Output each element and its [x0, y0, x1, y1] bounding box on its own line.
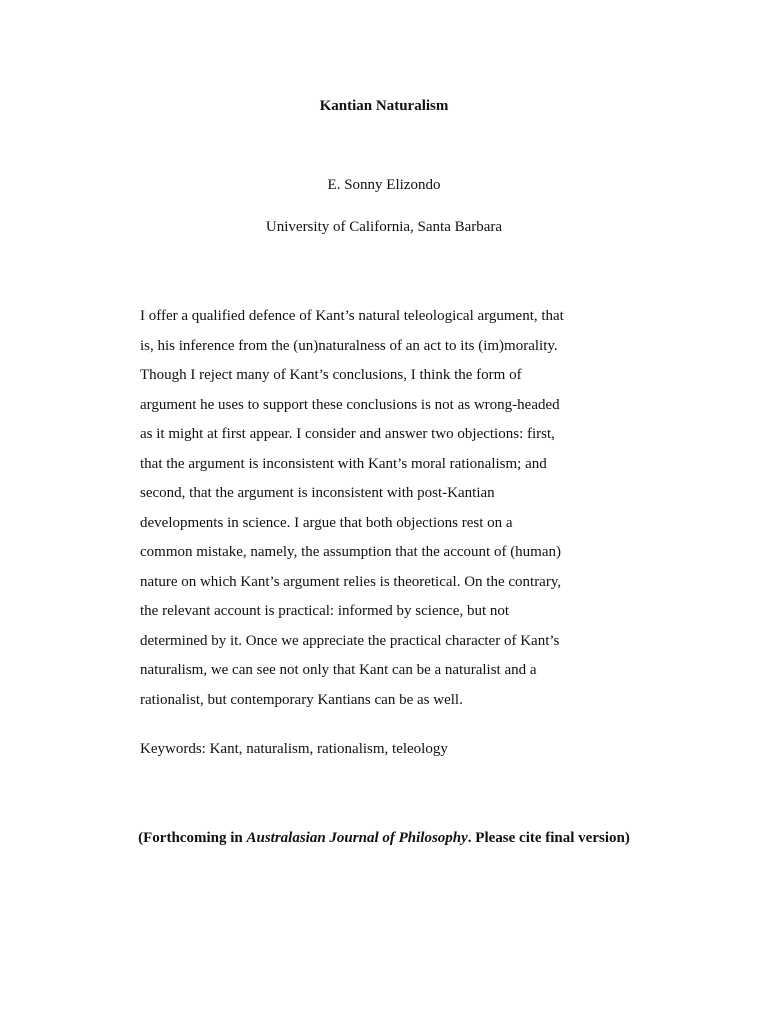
author-affiliation: University of California, Santa Barbara [265, 219, 503, 235]
paper-title: Kantian Naturalism [319, 98, 449, 114]
abstract-line: determined by it. Once we appreciate the practical character of Kant’s [140, 632, 560, 649]
abstract-line: naturalism, we can see not only that Kant can be a naturalist and a [140, 662, 537, 678]
abstract [140, 302, 640, 715]
abstract-line: as it might at first appear. I consider and answer two objections: first, [140, 426, 555, 442]
abstract-line: that the argument is inconsistent with Kant’s moral rationalism; and [140, 455, 547, 472]
journal-name: Australasian Journal of Philosophy [246, 830, 468, 846]
abstract-line: I offer a qualified defence of Kant’s natural teleological argument, that [140, 308, 564, 324]
abstract-line: second, that the argument is inconsistent with post-Kantian [140, 485, 495, 501]
author-name: E. Sonny Elizondo [327, 177, 441, 193]
publication-note-suffix: . Please cite final version) [467, 830, 630, 846]
publication-note-prefix: (Forthcoming in [138, 830, 247, 846]
publication-note [0, 830, 768, 847]
abstract-line: nature on which Kant’s argument relies is theoretical. On the contrary, [140, 573, 562, 590]
abstract-line: the relevant account is practical: informed by science, but not [140, 603, 510, 619]
abstract-line: Though I reject many of Kant’s conclusions, I think the form of [140, 367, 522, 383]
abstract-line: developments in science. I argue that both objections rest on a [140, 514, 513, 531]
abstract-line: rationalist, but contemporary Kantians can be as well. [140, 691, 463, 708]
keywords: Keywords: Kant, naturalism, rationalism, teleology [140, 741, 448, 757]
abstract-line: is, his inference from the (un)naturalness of an act to its (im)morality. [140, 337, 558, 354]
abstract-line: argument he uses to support these conclusions is not as wrong-headed [140, 396, 560, 413]
abstract-line: common mistake, namely, the assumption that the account of (human) [140, 544, 562, 560]
